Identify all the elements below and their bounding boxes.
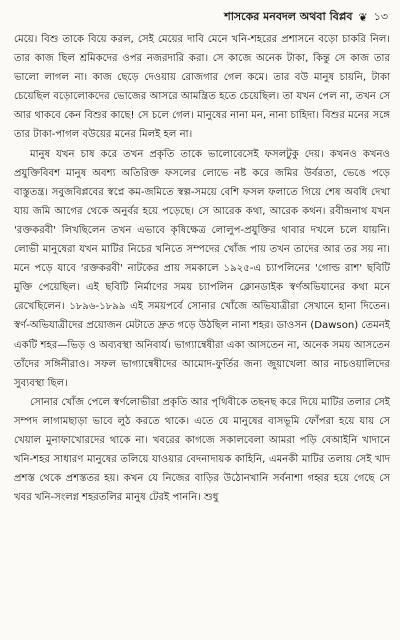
body-text bbox=[14, 30, 390, 507]
paragraph-1: মেয়ে। বিশু তাকে বিয়ে করল, সেই মেয়ের দাবি মেনে খনি-শহরের প্রশাসনে বড়ো চাকরি নিল। তার কাজ ছিল শ্রমিকদের ওপর নজরদারি করা। সে কাজে অনেক টাকা, কিন্তু সে কাজ তার ভালো লাগল না। কাজ ছেড়ে দেওয়ায় রোজগার গেল কমে। তার বউ মানুষ চায়নি, টাকা চেয়েছিল বড়োলোকদের ভোজের আসরে আমন্ত্রিত হতে চেয়েছিল। তা যখন পেল না, তখন সে আর থাকবে কেন বিশুর কাছে! সে চলে গেল। মানুষের নানা মন, নানা চাহিদা। বিশুর মনের সঙ্গে তার টাকা-পাগল বউয়ের মনের মিলই হল না। bbox=[14, 34, 390, 141]
paragraph-2: মানুষ যখন চাষ করে তখন প্রকৃতি তাকে ভালোবেসেই ফসলটুকু দেয়। কখনও কখনও প্রযুক্তিবিবশ মানুষ অবশ্য অতিরিক্ত ফসলের লোভে নষ্ট করে জমির উর্বরতা, ভেঙে পড়ে বাস্তুতন্ত্র। সবুজবিপ্লবের স্বপ্নে কম-জমিতে স্বল্প-সময়ে বেশি ফসল ফলাতে গিয়ে শেষ অবধি দেখা যায় জমি আগের থেকে অনুর্বর হয়ে পড়েছে। সে আরেক কথা, আরেক কথন। রবীন্দ্রনাথ যখন 'রক্তকরবী' লিখছিলেন তখন এভাবে কৃষিক্ষেত্র লোলুপ-প্রযুক্তির থাবার দখলে চলে যায়নি। লোভী মানুষেরা যখন মাটির নিচের খনিতে সম্পদের খোঁজ পায় তখন তাদের আর তর সয় না। মনে পড়ে যাবে 'রক্তকরবী' নাটকের প্রায় সমকালে ১৯২৫-এ চ্যাপলিনের 'গোল্ড রাশ' ছবিটি মুক্তি পেয়েছিল। এই ছবিটি নির্মাণের সময় চ্যাপলিন ক্লোনডাইক স্বর্ণঅভিযানের কথা মনে রেখেছিলেন। ১৮৯৬-১৮৯৯ এই সময়পর্বে সোনার খোঁজে অভিযাত্রীরা সেখানে হানা দিতেন। স্বর্ণ-অভিযাত্রীদের প্রয়োজন মেটাতে দ্রুত গড়ে উঠছিল নানা শহর। ডাওসন (Dawson) তেমনই একটি শহর—ভিড় ও অব্যবস্থা অনিবার্য। ভাগ্যান্বেষীরা একা আসতেন না, অনেক সময় আসতেন তাঁদের সঙ্গিনীরাও। সফল ভাগ্যান্বেষীদের আমোদ-ফুর্তির জন্য জুয়াখেলা আর নাচওয়ালিদের সুব্যবস্থা ছিল। bbox=[14, 148, 390, 389]
page-number: ১৩ bbox=[373, 9, 388, 23]
running-header bbox=[14, 6, 390, 28]
running-title: শাসকের মনবদল অথবা বিপ্লব bbox=[224, 9, 353, 23]
ornament-icon: ❦ bbox=[358, 10, 368, 24]
paragraph-3: সোনার খোঁজ পেলে স্বর্ণলোভীরা প্রকৃতি আর পৃথিবীকে তছনছ করে দিয়ে মাটির তলার সেই সম্পদ লাগামছাড়া ভাবে লুঠ করতে থাকে। এতে যে মানুষের বাসভূমি ফোঁপরা হয়ে যায় সে খেয়াল মুনাফাখোরদের থাকে না। খবরের কাগজে সকালবেলা আমরা পড়ি বেআইনি খাদানে খনি-শহর সাধারণ মানুষের তলিয়ে যাওয়ার বেদনাদায়ক কাহিনি, এমনকী মাটির তলায় সেই খাদ প্রশস্ত থেকে প্রশস্ততর হয়। কখন যে নিজের বাড়ির উঠোনখানি সর্বনাশা গহ্বর হয়ে গেছে সে খবর খনি-সংলগ্ন শহরতলির মানুষ টেরই পাননি। শুধু bbox=[14, 396, 390, 504]
